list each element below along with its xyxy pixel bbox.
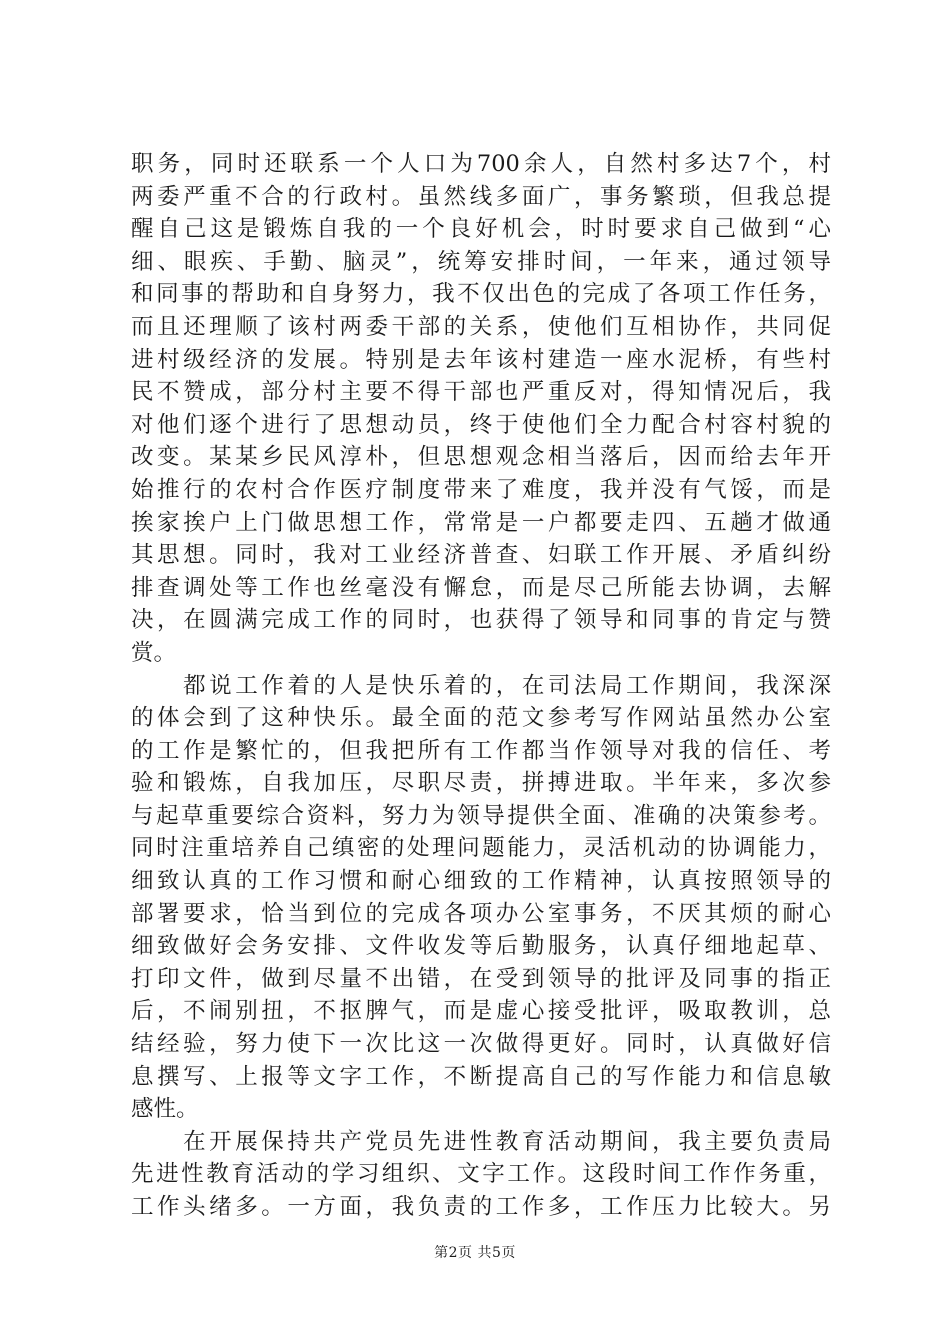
text-line: 醒自己这是锻炼自我的一个良好机会，时时要求自己做到“心: [131, 216, 831, 243]
text-line: 改变。某某乡民风淳朴，但思想观念相当落后，因而给去年开: [131, 444, 831, 471]
text-line: 细、眼疾、手勤、脑灵”，统筹安排时间，一年来，通过领导: [131, 248, 831, 275]
text-line: 结经验，努力使下一次比这一次做得更好。同时，认真做好信: [131, 1031, 831, 1058]
text-line: 部署要求，恰当到位的完成各项办公室事务，不厌其烦的耐心: [131, 900, 831, 927]
text-line: 息撰写、上报等文字工作，不断提高自己的写作能力和信息敏: [131, 1063, 831, 1090]
text-line: 细致做好会务安排、文件收发等后勤服务，认真仔细地起草、: [131, 933, 831, 960]
text-line: 进村级经济的发展。特别是去年该村建造一座水泥桥，有些村: [131, 346, 831, 373]
text-line: 对他们逐个进行了思想动员，终于使他们全力配合村容村貌的: [131, 411, 831, 438]
text-line: 细致认真的工作习惯和耐心细致的工作精神，认真按照领导的: [131, 868, 831, 895]
text-line: 决，在圆满完成工作的同时，也获得了领导和同事的肯定与赞: [131, 607, 831, 634]
text-line: 挨家挨户上门做思想工作，常常是一户都要走四、五趟才做通: [131, 509, 831, 536]
text-line: 和同事的帮助和自身努力，我不仅出色的完成了各项工作任务，: [131, 281, 831, 308]
text-line: 排查调处等工作也丝毫没有懈怠，而是尽己所能去协调，去解: [131, 574, 831, 601]
text-line: 而且还理顺了该村两委干部的关系，使他们互相协作，共同促: [131, 313, 831, 340]
text-line: 都说工作着的人是快乐着的，在司法局工作期间，我深深: [131, 672, 831, 699]
text-line: 两委严重不合的行政村。虽然线多面广，事务繁琐，但我总提: [131, 183, 831, 210]
text-line: 职务，同时还联系一个人口为700余人，自然村多达7个，村: [131, 151, 831, 177]
text-line: 在开展保持共产党员先进性教育活动期间，我主要负责局: [131, 1128, 831, 1155]
text-line: 同时注重培养自己缜密的处理问题能力，灵活机动的协调能力，: [131, 835, 831, 862]
text-line: 始推行的农村合作医疗制度带来了难度，我并没有气馁，而是: [131, 476, 831, 503]
text-line: 与起草重要综合资料，努力为领导提供全面、准确的决策参考。: [131, 802, 831, 829]
text-line: 的工作是繁忙的，但我把所有工作都当作领导对我的信任、考: [131, 737, 831, 764]
text-line: 感性。: [131, 1096, 199, 1123]
text-line: 后，不闹别扭，不抠脾气，而是虚心接受批评，吸取教训，总: [131, 998, 831, 1025]
page-footer: 第2页 共5页: [434, 1245, 516, 1261]
text-line: 打印文件，做到尽量不出错，在受到领导的批评及同事的指正: [131, 965, 831, 992]
text-line: 先进性教育活动的学习组织、文字工作。这段时间工作作务重，: [131, 1161, 831, 1188]
text-line: 其思想。同时，我对工业经济普查、妇联工作开展、矛盾纠纷: [131, 542, 831, 569]
text-line: 的体会到了这种快乐。最全面的范文参考写作网站虽然办公室: [131, 705, 831, 732]
text-line: 赏。: [131, 639, 177, 666]
body-text: [131, 148, 831, 1224]
text-line: 工作头绪多。一方面，我负责的工作多，工作压力比较大。另: [131, 1194, 831, 1220]
text-line: 验和锻炼，自我加压，尽职尽责，拼搏进取。半年来，多次参: [131, 770, 831, 797]
text-line: 民不赞成，部分村主要不得干部也严重反对，得知情况后，我: [131, 379, 831, 406]
